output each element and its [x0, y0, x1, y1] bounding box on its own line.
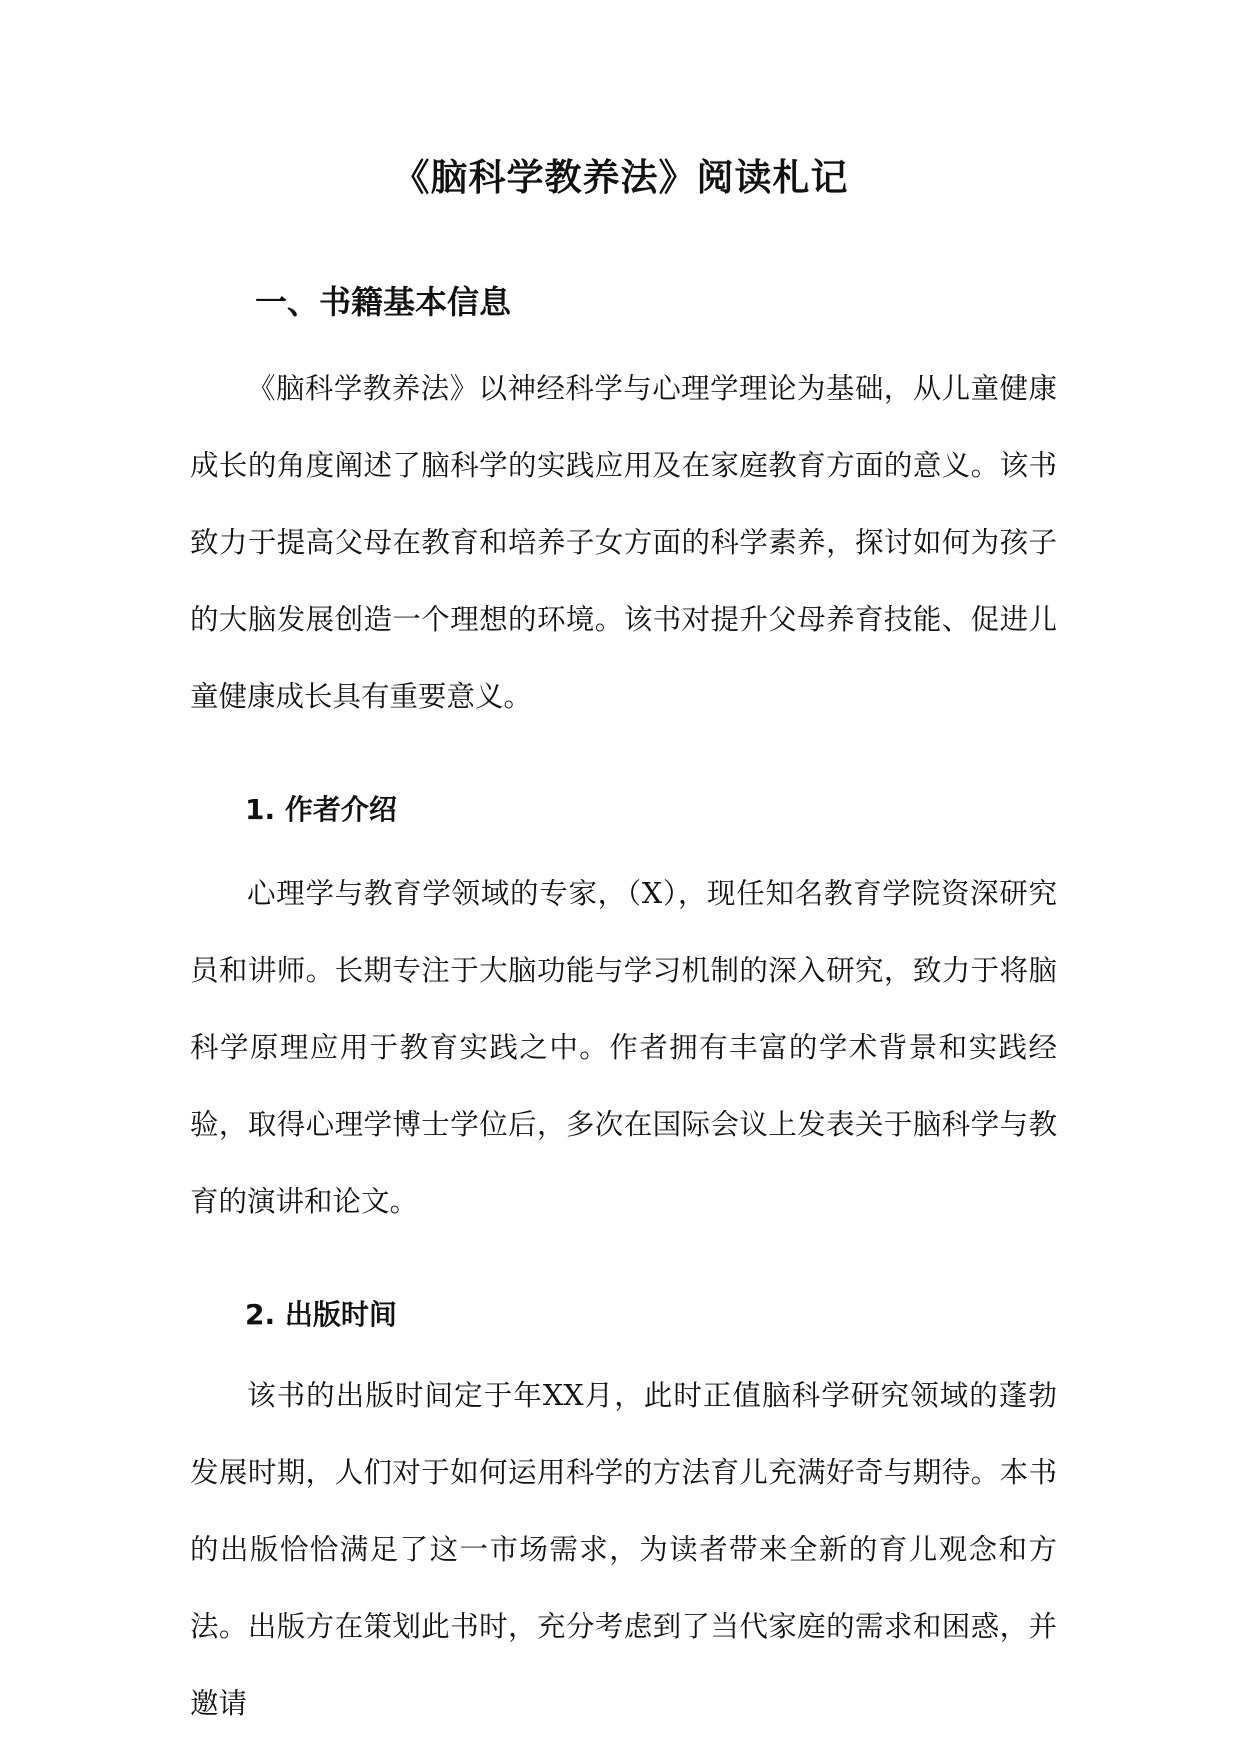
paragraph-book-intro: 《脑科学教养法》以神经科学与心理学理论为基础，从儿童健康成长的角度阐述了脑科学的实践应用及在家庭教育方面的意义。该书致力于提高父母在教育和培养子女方面的科学素养，探讨如何为孩子的大脑发展创造一个理想的环境。该书对提升父母养育技能、促进儿童健康成长具有重要意义。 — [190, 372, 1057, 713]
document-title: 《脑科学教养法》阅读札记 — [392, 156, 849, 199]
subsection-heading-publication-time: 2. 出版时间 — [245, 1298, 397, 1331]
subsection-heading-author: 1. 作者介绍 — [245, 793, 397, 826]
section-heading-book-info: 一、书籍基本信息 — [255, 283, 512, 321]
paragraph-author: 心理学与教育学领域的专家，（X），现任知名教育学院资深研究员和讲师。长期专注于大脑功能与学习机制的深入研究，致力于将脑科学原理应用于教育实践之中。作者拥有丰富的学术背景和实践经验，取得心理学博士学位后，多次在国际会议上发表关于脑科学与教育的演讲和论文。 — [190, 877, 1057, 1218]
paragraph-publication-time: 该书的出版时间定于年XX月，此时正值脑科学研究领域的蓬勃发展时期，人们对于如何运用科学的方法育儿充满好奇与期待。本书的出版恰恰满足了这一市场需求，为读者带来全新的育儿观念和方法。出版方在策划此书时，充分考虑到了当代家庭的需求和困惑，并邀请 — [190, 1379, 1057, 1720]
